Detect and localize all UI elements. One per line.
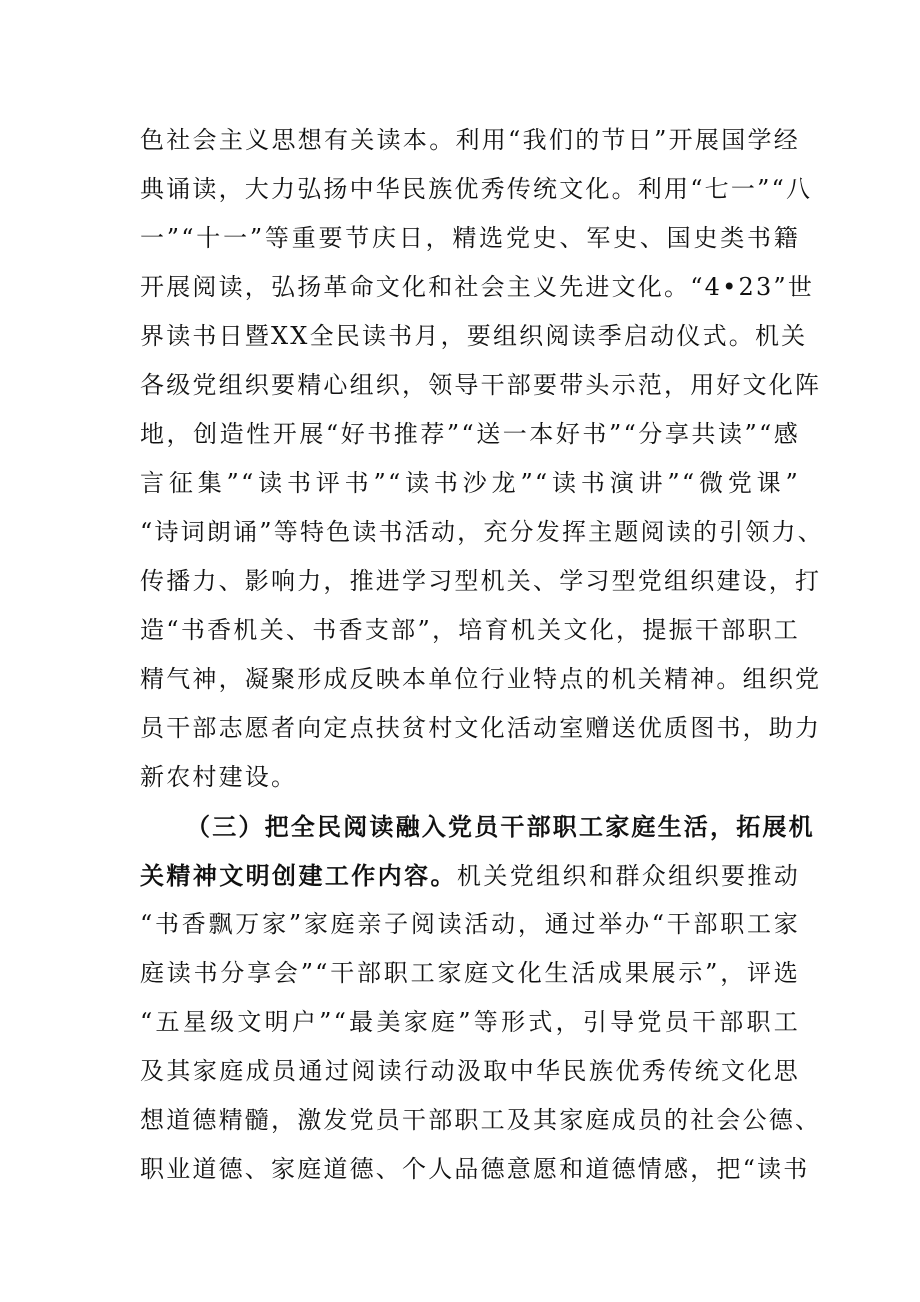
paragraph-line: “诗词朗诵”等特色读书活动，充分发挥主题阅读的引领力、 xyxy=(140,518,824,546)
paragraph-line: 造“书香机关、书香支部”，培育机关文化，提振干部职工 xyxy=(140,616,800,644)
paragraph-line: 一”“十一”等重要节庆日，精选党史、军史、国史类书籍 xyxy=(140,224,800,252)
paragraph-line: 典诵读，大力弘扬中华民族优秀传统文化。利用“七一”“八 xyxy=(140,175,813,203)
paragraph-line: 及其家庭成员通过阅读行动汲取中华民族优秀传统文化思 xyxy=(140,1057,800,1085)
paragraph-line: 精气神，凝聚形成反映本单位行业特点的机关精神。组织党 xyxy=(140,665,822,693)
paragraph-line: 色社会主义思想有关读本。利用“我们的节日”开展国学经 xyxy=(140,126,800,154)
paragraph-line: 庭读书分享会”“干部职工家庭文化生活成果展示”，评选 xyxy=(140,959,800,987)
paragraph-line: 传播力、影响力，推进学习型机关、学习型党组织建设，打 xyxy=(140,567,822,595)
paragraph-line: 界读书日暨XX全民读书月，要组织阅读季启动仪式。机关 xyxy=(140,322,808,350)
section-heading-mixed-line xyxy=(140,851,800,900)
body-text xyxy=(140,116,824,1194)
paragraph-line: 开展阅读，弘扬革命文化和社会主义先进文化。“4•23”世 xyxy=(140,273,815,301)
paragraph-line: 各级党组织要精心组织，领导干部要带头示范，用好文化阵 xyxy=(140,371,822,399)
section-heading-line: （三）把全民阅读融入党员干部职工家庭生活，拓展机 xyxy=(186,812,815,841)
section-heading-tail: 关精神文明创建工作内容。 xyxy=(140,861,457,890)
paragraph-line: 想道德精髓，激发党员干部职工及其家庭成员的社会公德、 xyxy=(140,1106,822,1134)
paragraph-line: 言征集”“读书评书”“读书沙龙”“读书演讲”“微党课” xyxy=(140,469,800,497)
paragraph-line: 员干部志愿者向定点扶贫村文化活动室赠送优质图书，助力 xyxy=(140,714,822,742)
paragraph-text: 机关党组织和群众组织要推动 xyxy=(456,862,800,890)
paragraph-line: 地，创造性开展“好书推荐”“送一本好书”“分享共读”“感 xyxy=(140,420,800,448)
paragraph-line: “五星级文明户”“最美家庭”等形式，引导党员干部职工 xyxy=(140,1008,800,1036)
paragraph-line: 新农村建设。 xyxy=(140,763,298,791)
paragraph-line: 职业道德、家庭道德、个人品德意愿和道德情感，把“读书 xyxy=(140,1155,810,1183)
paragraph-line: “书香飘万家”家庭亲子阅读活动，通过举办“干部职工家 xyxy=(140,910,800,938)
